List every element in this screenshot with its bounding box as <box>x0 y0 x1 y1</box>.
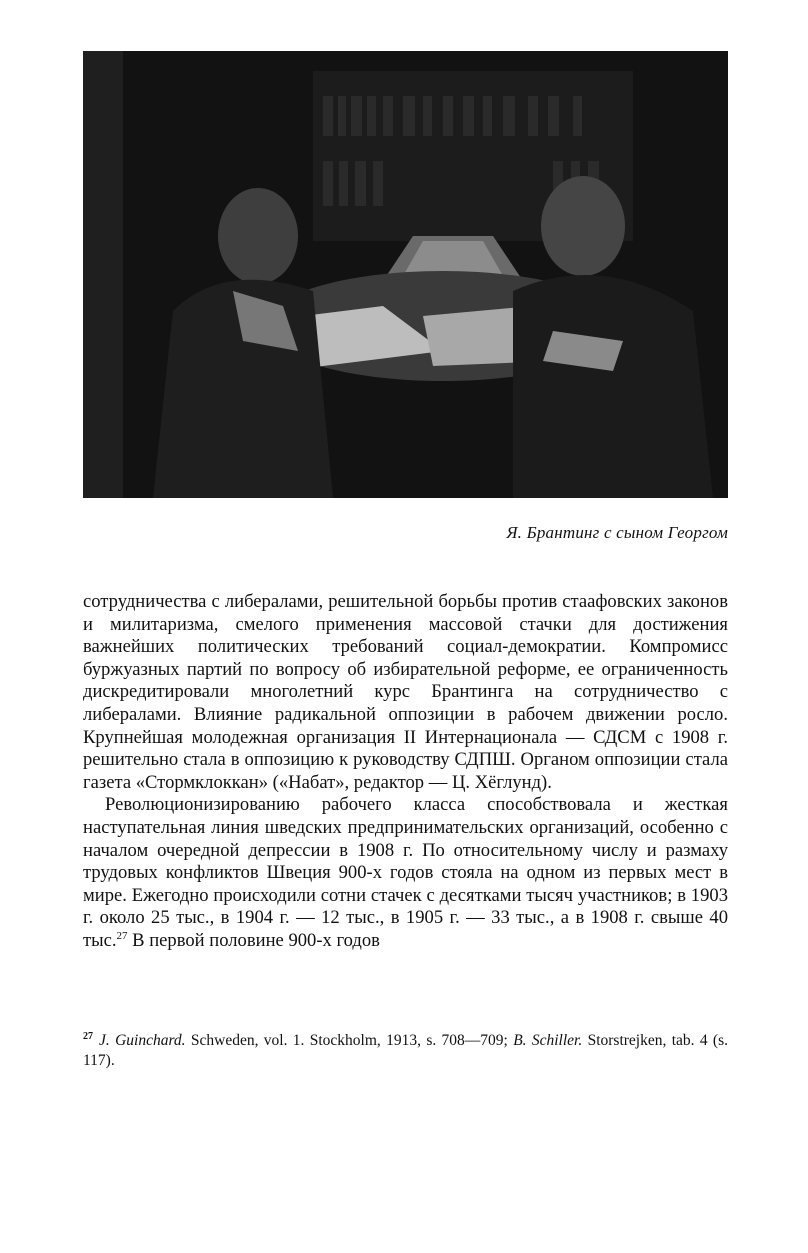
photograph-image <box>83 51 728 498</box>
paragraph-2-tail: В первой половине 900-х годов <box>127 929 380 951</box>
footnote-mark: 27 <box>83 1031 93 1042</box>
footnote-reference: 27 <box>116 929 128 942</box>
main-text <box>83 591 728 953</box>
paragraph-2-text: Революционизированию рабочего класса способствовала и жесткая наступательная линия шведских предпринимательских организаций, особенно с началом очередной депрессии в 1908 г. По относительному числу и размаху трудовых конфликтов Швеция 900-х годов стояла на одном из первых мест в мире. Ежегодно происходили сотни стачек с десятками тысяч участников; в 1903 г. около 25 тыс., в 1904 г. — 12 тыс., в 1905 г. — 33 тыс., а в 1908 г. свыше 40 тыс. <box>83 794 728 951</box>
paragraph-2 <box>83 794 728 952</box>
footnote-author-2: B. Schiller. <box>513 1032 583 1050</box>
footnote-author-1: J. Guinchard. <box>99 1032 186 1050</box>
photograph <box>83 51 728 498</box>
footnote-text-2: Storstrejken, tab. 4 (s. 117). <box>83 1032 728 1070</box>
footnote <box>83 1027 728 1071</box>
paragraph-1: сотрудничества с либералами, решительной борьбы против стаафовских законов и милитаризма, смелого применения массовой стачки для достижения важнейших политических требований социал-демократии. Компромисс буржуазных партий по вопросу об избирательной реформе, ее ограниченность дискредитировали многолетний курс Брантинга на сотрудничество с либералами. Влияние радикальной оппозиции в рабочем движении росло. Крупнейшая молодежная организация II Интернационала — СДСМ с 1908 г. решительно стала в оппозицию к руководству СДПШ. Органом оппозиции стала газета «Стормклоккан» («Набат», редактор — Ц. Хёглунд). <box>83 591 728 793</box>
photo-caption: Я. Брантинг с сыном Георгом <box>506 523 728 542</box>
footnote-text-1: Schweden, vol. 1. Stockholm, 1913, s. 708—709; <box>185 1032 514 1050</box>
